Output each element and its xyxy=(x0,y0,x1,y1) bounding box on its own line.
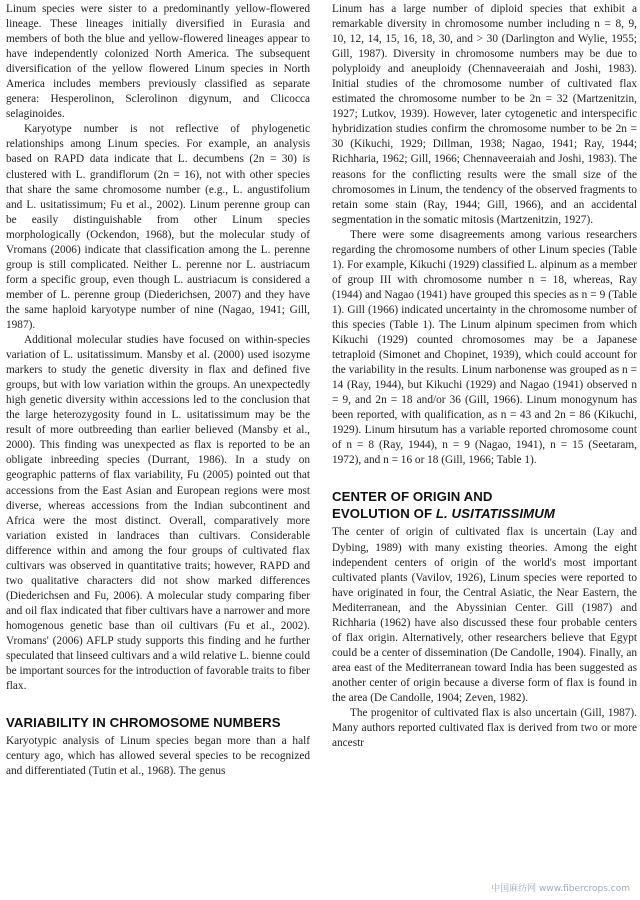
paragraph: The center of origin of cultivated flax is uncertain (Lay and Dybing, 1989) with many existing theories. Among the eight independent centers of origin of the world's most important cultivated plants (Vavilov, 1926), Linum species were reported to have originated in four, the Central Asiatic, the Near Eastern, the Mediterranean, and the Abyssinian Center. Gill (1987) and Richharia (1962) have also discussed these four probable centers of flax origin. Alternatively, other researchers believe that Egypt could be a center of dissemination (De Candolle, 1904). Finally, an area east of the Mediterranean toward India has been suggested as another center of origin because a diverse form of flax is found in the area (De Candolle, 1904; Zeven, 1982). xyxy=(332,526,637,704)
paragraph: Linum has a large number of diploid species that exhibit a remarkable diversity in chromosome number including n = 8, 9, 10, 12, 14, 15, 16, 18, 30, and > 30 (Darlington and Wylie, 1955; Gill, 1987). Diversity in chromosome numbers may be due to polyploidy and aneuploidy (Chennaveeraiah and Joshi, 1983). Initial studies of the chromosome number of cultivated flax estimated the chromosome number to be 2n = 32 (Martzenitzin, 1927; Lutkov, 1939). However, later cytogenetic and interspecific hybridization studies confirm the chromosome number to be 2n = 30 (Kikuchi, 1929; Dillman, 1938; Nagao, 1941; Ray, 1944; Richharia, 1962; Gill, 1966; Chennaveeraiah and Joshi, 1983). The reasons for the conflicting results were the small size of the chromosomes in Linum, the tendency of the observed fragments to retain some stain (Ray, 1944; Gill, 1966), and an accidental segmentation in the somatic mitosis (Martzenitzin, 1927). xyxy=(332,3,637,226)
paragraph: Additional molecular studies have focused on within-species variation of L. usitatissimum. Mansby et al. (2000) used isozyme markers to study the genetic diversity in flax and defined five groups, but with low variation within the groups. An unexpectedly high genetic diversity within accessions led to the conclusion that the large heterozygosity found in L. usitatissimum may be the result of more outbreeding than earlier believed (Mansby et al., 2000). This finding was unexpected as flax is reported to be an obligate inbreeding species (Durrant, 1986). In a study on geographic patterns of flax variability, Fu (2005) pointed out that accessions from the East Asian and European regions were most diverse, whereas accessions from the Indian subcontinent and Africa were the most distinct. Overall, comparatively more variation existed in landraces than cultivars. Considerable difference within and among the four groups of cultivated flax cultivars was observed in quantitative traits; however, RAPD and two qualitative characters did not show marked differences (Diederichsen and Fu, 2006). A molecular study comparing fiber and oil flax indicated that fiber cultivars have a narrower and more homogenous genetic base than oil cultivars (Fu et al., 2002). Vromans' (2006) AFLP study supports this finding and he further speculated that linseed cultivars and a wild relative L. bienne could be important sources for the introduction of favorable traits to fiber flax. xyxy=(6,334,310,693)
paragraph: Karyotype number is not reflective of phylogenetic relationships among Linum species. For example, an analysis based on RAPD data indicate that L. decumbens (2n = 30) is clustered with L. grandiflorum (2n = 16), not with other species that share the same chromosome number (e.g., L. angustifolium and L. usitatissimum; Fu et al., 2002). Linum perenne group can be easily distinguishable from other Linum species morphologically (Ockendon, 1968), but the molecular study of Vromans (2006) indicate that classification among the L. perenne group is still complicated. Neither L. perenne nor L. austriacum form a specific group, even though L. austriacum is considered a member of L. perenne group (Diederichsen, 2007) and they have the same haploid karyotype number of nine (Nagao, 1941; Gill, 1987). xyxy=(6,123,310,331)
heading-text: EVOLUTION OF xyxy=(332,506,436,522)
heading-line xyxy=(332,505,637,522)
heading-line: CENTER OF ORIGIN AND xyxy=(332,489,493,505)
site-watermark: 中国麻纺网 www.fibercrops.com xyxy=(491,884,630,894)
right-column xyxy=(332,2,637,751)
section-heading-chromosome-numbers: VARIABILITY IN CHROMOSOME NUMBERS xyxy=(6,715,281,731)
left-column xyxy=(6,2,310,779)
paragraph: Karyotypic analysis of Linum species began more than a half century ago, which has allowed several species to be recognized and differentiated (Tutin et al., 1968). The genus xyxy=(6,735,310,778)
paragraph: The progenitor of cultivated flax is also uncertain (Gill, 1987). Many authors reported cultivated flax is derived from two or more ancestr xyxy=(332,707,637,750)
paragraph: There were some disagreements among various researchers regarding the chromosome numbers of other Linum species (Table 1). For example, Kikuchi (1929) classified L. alpinum as a member of group III with chromosome number n = 18, whereas, Ray (1944) and Nagao (1941) have grouped this species as n = 9 (Table 1). Gill (1966) indicated uncertainty in the chromosome number of this species (Table 1). The Linum alpinum specimen from which Kikuchi (1929) counted chromosomes may be a Japanese tetraploid (Simonet and Chopinet, 1939), which could account for the variability in the results. Linum narbonense was grouped as n = 14 (Ray, 1944), but Kikuchi (1929) and Nagao (1941) observed n = 9, and 2n = 18 and/or 36 (Gill, 1966). Linum monogynum has been reported, with qualification, as n = 43 and 2n = 86 (Kikuchi, 1929). Linum hirsutum has a variable reported chromosome count of n = 8 (Ray, 1944), n = 9 (Nagao, 1941), n = 15 (Seetaram, 1972), and n = 16 or 18 (Gill, 1966; Table 1). xyxy=(332,228,637,467)
section-heading-center-of-origin xyxy=(332,488,637,522)
heading-species-name: L. USITATISSIMUM xyxy=(435,506,555,522)
paragraph: Linum species were sister to a predominantly yellow-flowered lineage. These lineages initially diversified in Eurasia and members of both the blue and yellow-flowered lineages appear to have independently colonized North America. The subsequent diversification of the yellow flowered Linum species in North America includes members previously classified as separate genera: Hesperolinon, Sclerolinon digynum, and Clicocca selaginoides. xyxy=(6,3,310,121)
